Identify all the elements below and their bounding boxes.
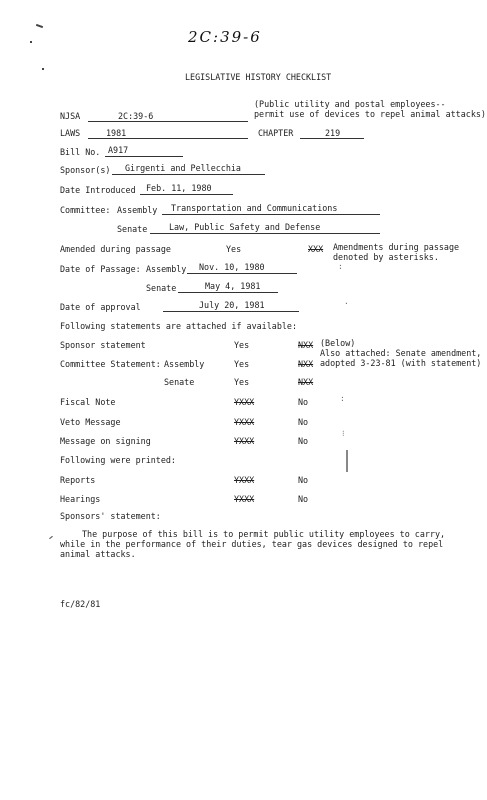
hearings-yes: YXXX xyxy=(234,494,255,504)
page-title: LEGISLATIVE HISTORY CHECKLIST xyxy=(185,72,332,82)
committee-senate-label: Senate xyxy=(117,224,148,234)
following-printed-heading: Following were printed: xyxy=(60,455,176,465)
hearings-no: No xyxy=(298,494,309,504)
date-approval-underline xyxy=(163,311,299,312)
message-signing-no: No xyxy=(298,436,309,446)
purpose-line1: The purpose of this bill is to permit public utility employees to carry, xyxy=(82,529,446,539)
sponsor-statement-yes: Yes xyxy=(234,340,250,350)
fiscal-note-yes: YXXX xyxy=(234,397,255,407)
veto-message-yes: YXXX xyxy=(234,417,255,427)
chapter-label: CHAPTER xyxy=(258,128,294,138)
date-introduced-underline xyxy=(140,194,233,195)
passage-senate-label: Senate xyxy=(146,283,177,293)
handwritten-number: 2C:39-6 xyxy=(188,28,262,46)
amended-yes: Yes xyxy=(226,244,242,254)
cs-assembly-yes: Yes xyxy=(234,359,250,369)
laws-value: 1981 xyxy=(106,128,127,138)
description-line2: permit use of devices to repel animal attacks) xyxy=(254,109,486,119)
description-line1: (Public utility and postal employees-- xyxy=(254,99,446,109)
passage-assembly-label: Assembly xyxy=(146,264,187,274)
date-introduced-label: Date Introduced xyxy=(60,185,136,195)
scan-speck xyxy=(36,24,43,28)
hearings-label: Hearings xyxy=(60,494,101,504)
below-note: (Below) xyxy=(320,338,356,348)
committee-label: Committee: xyxy=(60,205,111,215)
chapter-value: 219 xyxy=(325,128,341,138)
amendments-note-line2: denoted by asterisks. xyxy=(333,252,439,262)
date-passage-label: Date of Passage: xyxy=(60,264,141,274)
cs-senate-no: NXX xyxy=(298,377,314,387)
sponsors-label: Sponsor(s) xyxy=(60,165,111,175)
amended-label: Amended during passage xyxy=(60,244,171,254)
reports-yes: YXXX xyxy=(234,475,255,485)
fiscal-note-label: Fiscal Note xyxy=(60,397,116,407)
purpose-line3: animal attacks. xyxy=(60,549,136,559)
bill-underline xyxy=(105,156,183,157)
scan-speck xyxy=(49,536,53,539)
committee-senate-value: Law, Public Safety and Defense xyxy=(169,222,321,232)
scan-artifact: : xyxy=(340,394,345,403)
following-attached-heading: Following statements are attached if available: xyxy=(60,321,297,331)
cs-assembly-no: NXX xyxy=(298,359,314,369)
passage-assembly-value: Nov. 10, 1980 xyxy=(199,262,265,272)
message-signing-yes: YXXX xyxy=(234,436,255,446)
fiscal-note-no: No xyxy=(298,397,309,407)
committee-assembly-underline xyxy=(162,214,380,215)
scan-artifact: ⁝ xyxy=(342,429,345,438)
also-attached-line2: adopted 3-23-81 (with statement) xyxy=(320,358,482,368)
message-signing-label: Message on signing xyxy=(60,436,151,446)
committee-assembly-value: Transportation and Communications xyxy=(171,203,338,213)
date-approval-label: Date of approval xyxy=(60,302,141,312)
sponsor-statement-label: Sponsor statement xyxy=(60,340,146,350)
amended-no: XXX xyxy=(308,244,324,254)
veto-message-label: Veto Message xyxy=(60,417,121,427)
scan-artifact: : xyxy=(338,262,343,271)
njsa-label: NJSA xyxy=(60,111,81,121)
laws-label: LAWS xyxy=(60,128,81,138)
committee-assembly-label: Assembly xyxy=(117,205,158,215)
passage-senate-value: May 4, 1981 xyxy=(205,281,261,291)
cs-assembly-label: Assembly xyxy=(164,359,205,369)
purpose-line2: while in the performance of their duties, tear gas devices designed to repel xyxy=(60,539,444,549)
laws-underline xyxy=(88,138,248,139)
bill-value: A917 xyxy=(108,145,129,155)
footer-code: fc/82/81 xyxy=(60,599,101,609)
reports-no: No xyxy=(298,475,309,485)
sponsor-statement-no: NXX xyxy=(298,340,314,350)
chapter-underline xyxy=(300,138,364,139)
scan-artifact xyxy=(346,450,348,472)
veto-message-no: No xyxy=(298,417,309,427)
njsa-value: 2C:39-6 xyxy=(118,111,154,121)
bill-label: Bill No. xyxy=(60,147,101,157)
passage-assembly-underline xyxy=(187,273,297,274)
sponsors-value: Girgenti and Pellecchia xyxy=(125,163,241,173)
cs-senate-label: Senate xyxy=(164,377,195,387)
scan-speck xyxy=(30,41,32,43)
date-approval-value: July 20, 1981 xyxy=(199,300,265,310)
sponsors-underline xyxy=(112,174,265,175)
sponsors-statement-heading: Sponsors' statement: xyxy=(60,511,161,521)
passage-senate-underline xyxy=(178,292,278,293)
reports-label: Reports xyxy=(60,475,96,485)
also-attached-line1: Also attached: Senate amendment, xyxy=(320,348,482,358)
cs-senate-yes: Yes xyxy=(234,377,250,387)
scan-artifact: · xyxy=(344,299,349,308)
amendments-note-line1: Amendments during passage xyxy=(333,242,460,252)
scan-speck xyxy=(42,68,44,70)
njsa-underline xyxy=(88,121,248,122)
committee-statement-label: Committee Statement: xyxy=(60,359,161,369)
date-introduced-value: Feb. 11, 1980 xyxy=(146,183,212,193)
committee-senate-underline xyxy=(150,233,380,234)
